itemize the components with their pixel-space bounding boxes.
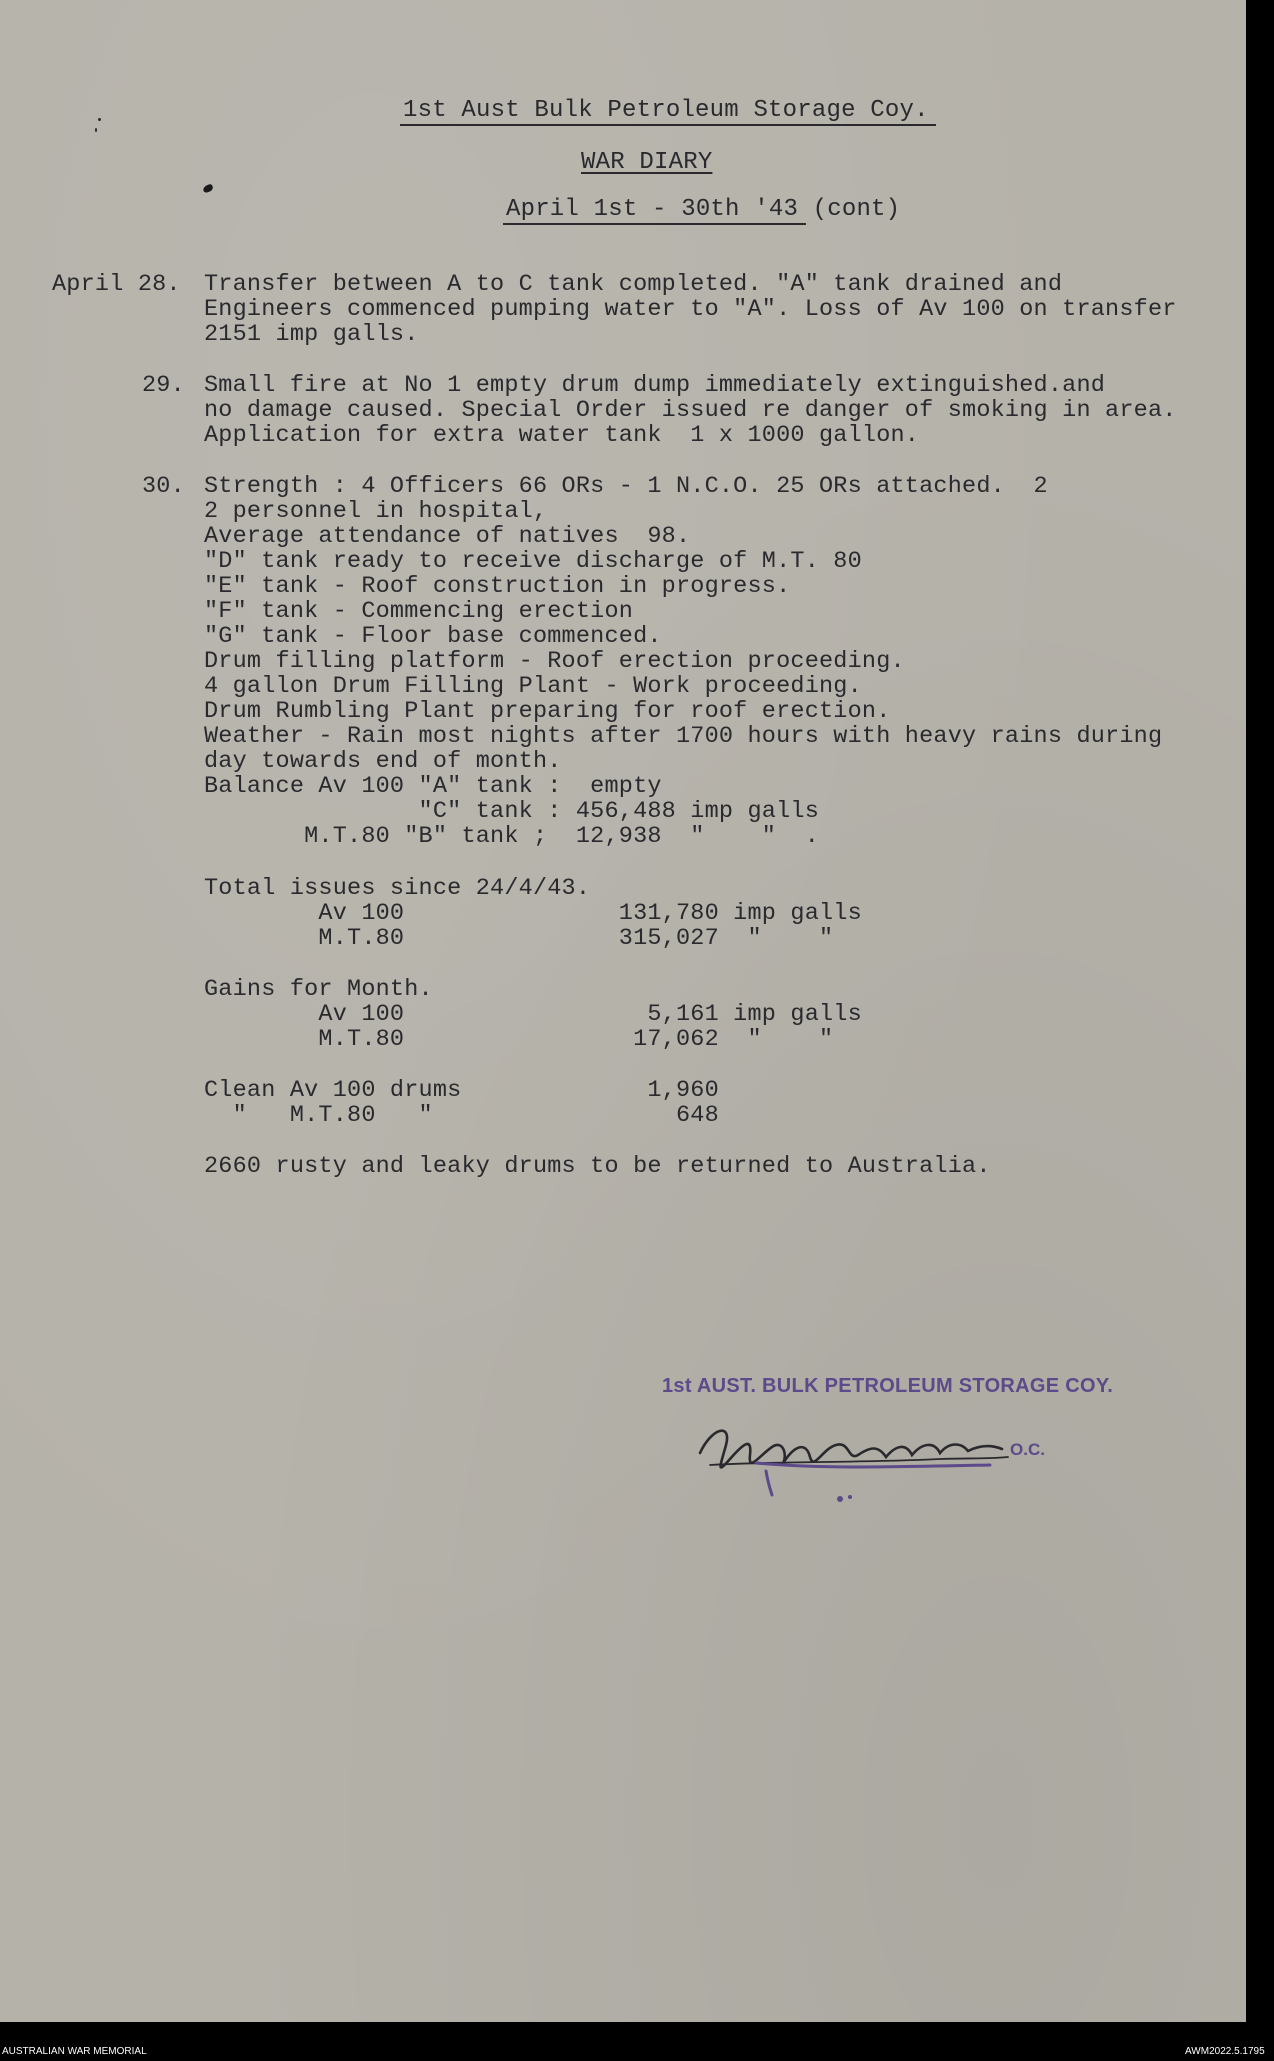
unit-heading: 1st Aust Bulk Petroleum Storage Coy. (403, 97, 929, 124)
entry-line: "G" tank - Floor base commenced. (204, 623, 662, 650)
entry-line: Average attendance of natives 98. (204, 523, 691, 550)
entry-line: Av 100 131,780 imp galls (204, 900, 862, 927)
entry-line: Small fire at No 1 empty drum dump immediately extinguished.and (204, 372, 1106, 399)
entry-line: "F" tank - Commencing erection (204, 598, 634, 625)
footer-left-credit: AUSTRALIAN WAR MEMORIAL (2, 2046, 147, 2057)
entry-line: day towards end of month. (204, 748, 562, 775)
entry-line: Gains for Month. (204, 976, 433, 1003)
document-title: WAR DIARY (581, 149, 713, 176)
signature (690, 1415, 1030, 1515)
entry-line: "D" tank ready to receive discharge of M.T. 80 (204, 548, 862, 575)
entry-line: no damage caused. Special Order issued re danger of smoking in area. (204, 397, 1177, 424)
entry-line: Strength : 4 Officers 66 ORs - 1 N.C.O. 25 ORs attached. 2 (204, 473, 1048, 500)
ink-blot (202, 184, 214, 194)
entry-line: M.T.80 "B" tank ; 12,938 " " . (204, 823, 819, 850)
entry-line: M.T.80 17,062 " " (204, 1026, 834, 1053)
unit-stamp: 1st AUST. BULK PETROLEUM STORAGE COY. (662, 1375, 1114, 1397)
entry-date-30: 30. (142, 473, 185, 500)
entry-line: Balance Av 100 "A" tank : empty (204, 773, 662, 800)
entry-line: " M.T.80 " 648 (204, 1102, 719, 1129)
entry-line: 4 gallon Drum Filling Plant - Work proceeding. (204, 673, 862, 700)
period-heading-underline (503, 223, 806, 225)
stamp-officer-commanding: O.C. (1010, 1440, 1045, 1459)
entry-line: Total issues since 24/4/43. (204, 875, 591, 902)
entry-line: Weather - Rain most nights after 1700 hours with heavy rains during (204, 723, 1163, 750)
entry-line: M.T.80 315,027 " " (204, 925, 834, 952)
entry-line: Drum Rumbling Plant preparing for roof erection. (204, 698, 891, 725)
period-heading: April 1st - 30th '43 (cont) (506, 196, 901, 223)
entry-line: Transfer between A to C tank completed. "A" tank drained and (204, 271, 1063, 298)
entry-date-april-28: April 28. (52, 271, 181, 298)
entry-date-29: 29. (142, 372, 185, 399)
entry-line: "C" tank : 456,488 imp galls (204, 798, 819, 825)
entry-line: 2151 imp galls. (204, 321, 419, 348)
unit-heading-underline (400, 124, 936, 126)
paper-speck (98, 118, 101, 121)
entry-line: Clean Av 100 drums 1,960 (204, 1077, 719, 1104)
footer-right-accession: AWM2022.5.1795 (1185, 2046, 1265, 2057)
entry-line: Av 100 5,161 imp galls (204, 1001, 862, 1028)
entry-line: "E" tank - Roof construction in progress. (204, 573, 791, 600)
entry-line: Application for extra water tank 1 x 1000 gallon. (204, 422, 920, 449)
entry-line: Engineers commenced pumping water to "A". Loss of Av 100 on transfer (204, 296, 1177, 323)
paper-speck (95, 128, 97, 132)
entry-line: 2660 rusty and leaky drums to be returned to Australia. (204, 1153, 991, 1180)
entry-line: Drum filling platform - Roof erection proceeding. (204, 648, 905, 675)
entry-line: 2 personnel in hospital, (204, 498, 548, 525)
